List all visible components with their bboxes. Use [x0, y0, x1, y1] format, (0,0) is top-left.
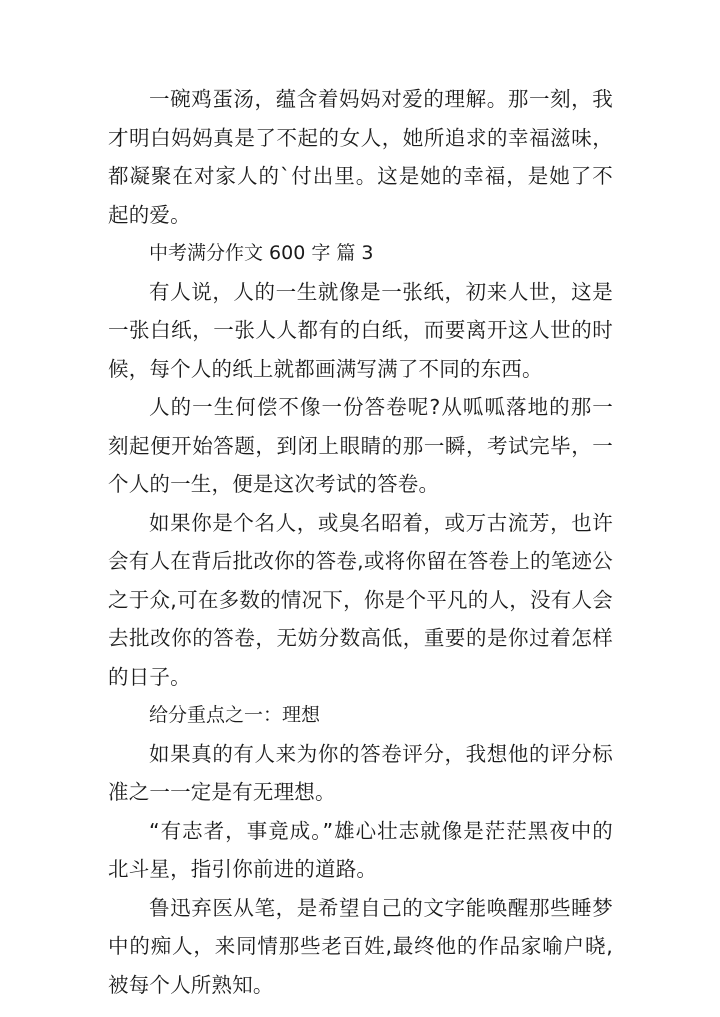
paragraph-3: 人的一生何偿不像一份答卷呢?从呱呱落地的那一刻起便开始答题，到闭上眼睛的那一瞬，考试完毕，一个人的一生，便是这次考试的答卷。 [108, 395, 613, 496]
paragraph-7: 鲁迅弃医从笔，是希望自己的文字能唤醒那些睡梦中的痴人，来同情那些老百姓,最终他的作品家喻户晓,被每个人所熟知。 [108, 895, 613, 997]
section-heading-ideal: 给分重点之一：理想 [149, 704, 321, 726]
paragraph-4: 如果你是个名人，或臭名昭着，或万古流芳，也许会有人在背后批改你的答卷,或将你留在答卷上的笔迹公之于众,可在多数的情况下，你是个平凡的人，没有人会去批改你的答卷，无妨分数高低，重要的是你过着怎样的日子。 [108, 510, 613, 689]
paragraph-1: 一碗鸡蛋汤，蕴含着妈妈对爱的理解。那一刻，我才明白妈妈真是了不起的女人，她所追求的幸福滋味，都凝聚在对家人的`付出里。这是她的幸福，是她了不起的爱。 [108, 87, 613, 227]
paragraph-6: “有志者，事竟成。”雄心壮志就像是茫茫黑夜中的北斗星，指引你前进的道路。 [108, 818, 613, 881]
document-page [108, 80, 613, 1004]
paragraph-5: 如果真的有人来为你的答卷评分，我想他的评分标准之一一定是有无理想。 [108, 741, 613, 804]
section-heading-essay-3: 中考满分作文 600 字 篇 3 [149, 242, 374, 264]
paragraph-2: 有人说，人的一生就像是一张纸，初来人世，这是一张白纸，一张人人都有的白纸，而要离开这人世的时候，每个人的纸上就都画满写满了不同的东西。 [108, 279, 613, 381]
